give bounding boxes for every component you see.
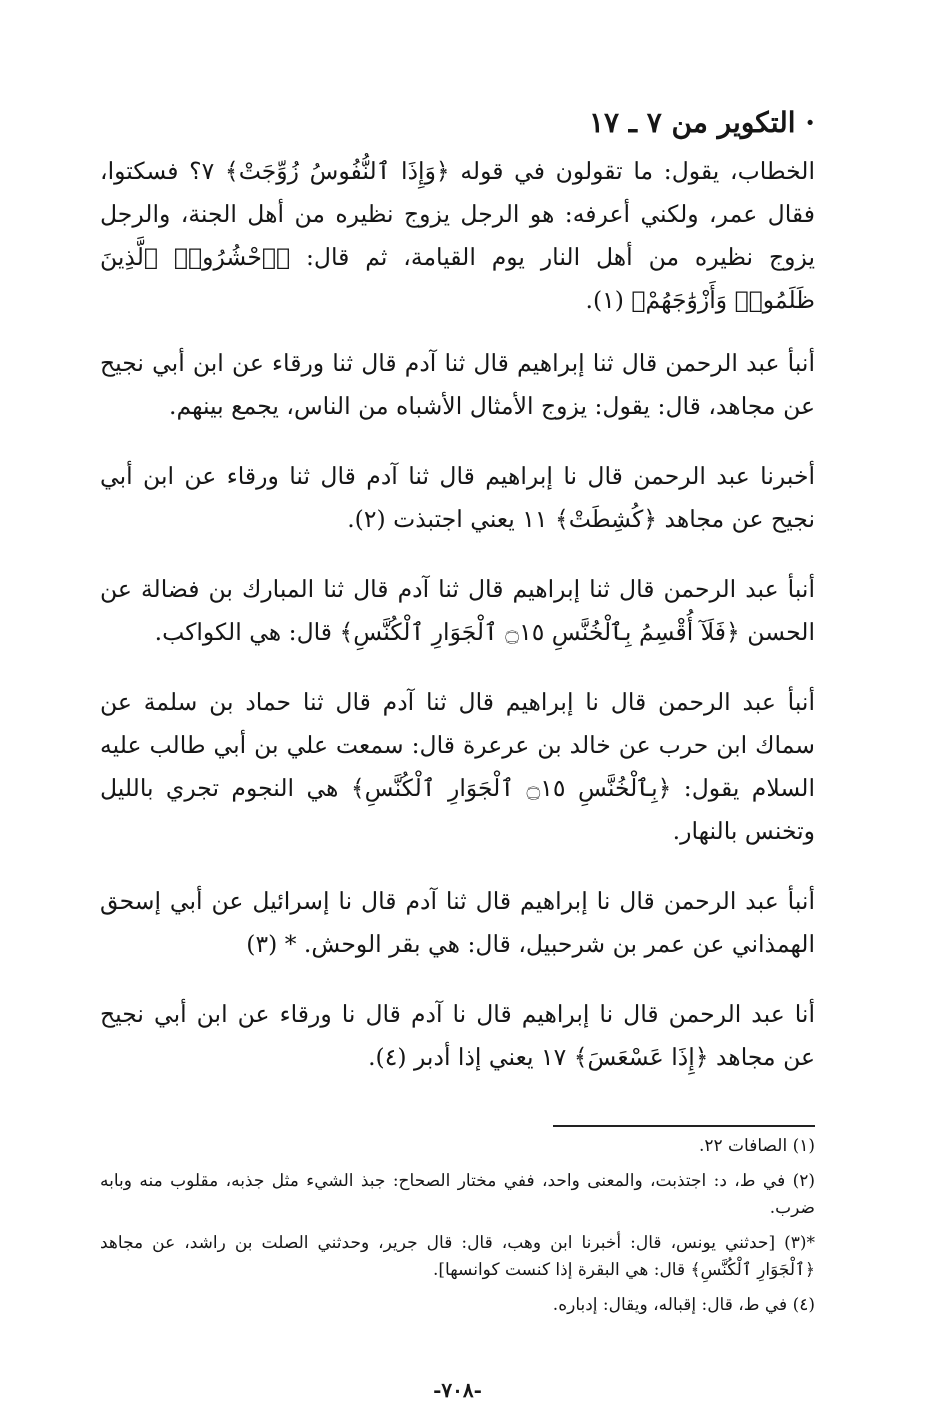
footnote-2: (٢) في ط، د: اجتذبت، والمعنى واحد، ففي مختار الصحاح: جبذ الشيء مثل جذبه، مقلوب منه وبابه ضرب. (100, 1171, 815, 1218)
footnote-1: (١) الصافات ٢٢. (698, 1136, 815, 1156)
paragraph-6: أنبأ عبد الرحمن قال نا إبراهيم قال ثنا آدم قال نا إسرائيل عن أبي إسحق الهمذاني عن عمر بن شرحبيل، قال: هي بقر الوحش. * (٣) (100, 887, 815, 958)
footnote-divider (553, 1125, 815, 1127)
main-text (100, 150, 815, 1106)
paragraph-7: أنا عبد الرحمن قال نا إبراهيم قال نا آدم قال نا ورقاء عن ابن أبي نجيح عن مجاهد ﴿إِذَا عَسْعَسَ﴾ ١٧ يعني إذا أدبر (٤). (100, 1000, 815, 1071)
book-page (100, 100, 815, 1402)
paragraph-1: الخطاب، يقول: ما تقولون في قوله ﴿وَإِذَا ٱلنُّفُوسُ زُوِّجَتْ﴾ ٧؟ فسكتوا، فقال عمر، ولكني أعرفه: هو الرجل يزوج نظيره من أهل الجنة، والرجل يزوج نظيره من أهل النار يوم القيامة، ثم قال: ﴿ٱحْشُرُوا۟ ٱلَّذِينَ ظَلَمُوا۟ وَأَزْوَٰجَهُمْ﴾ (١). (100, 157, 815, 314)
page-number: -٧٠٨- (433, 1378, 482, 1402)
paragraph-4: أنبأ عبد الرحمن قال ثنا إبراهيم قال ثنا آدم قال ثنا المبارك بن فضالة عن الحسن ﴿فَلَآ أُقْسِمُ بِٱلْخُنَّسِ ۝١٥ ٱلْجَوَارِ ٱلْكُنَّسِ﴾ قال: هي الكواكب. (100, 575, 815, 646)
paragraph-3: أخبرنا عبد الرحمن قال نا إبراهيم قال ثنا آدم قال ثنا ورقاء عن ابن أبي نجيح عن مجاهد ﴿كُشِطَتْ﴾ ١١ يعني اجتبذت (٢). (100, 462, 815, 533)
page-header: · التكوير من ٧ ـ ١٧ (588, 106, 815, 139)
footnotes (100, 1133, 815, 1327)
footnote-4: (٤) في ط، قال: إقباله، ويقال: إدباره. (552, 1295, 815, 1315)
footnote-3: *(٣) [حدثني يونس، قال: أخبرنا ابن وهب، قال: قال جرير، وحدثني الصلت بن راشد، عن مجاهد ﴿ٱلْجَوَارِ ٱلْكُنَّسِ﴾ قال: هي البقرة إذا كنست كوانسها]. (100, 1233, 815, 1280)
paragraph-2: أنبأ عبد الرحمن قال ثنا إبراهيم قال ثنا آدم قال ثنا ورقاء عن ابن أبي نجيح عن مجاهد، قال: يقول: يزوج الأمثال الأشباه من الناس، يجمع بينهم. (100, 349, 815, 420)
paragraph-5: أنبأ عبد الرحمن قال نا إبراهيم قال ثنا آدم قال ثنا حماد بن سلمة عن سماك ابن حرب عن خالد بن عرعرة قال: سمعت علي بن أبي طالب عليه السلام يقول: ﴿بِٱلْخُنَّسِ ۝١٥ ٱلْجَوَارِ ٱلْكُنَّسِ﴾ هي النجوم تجري بالليل وتخنس بالنهار. (100, 688, 815, 845)
